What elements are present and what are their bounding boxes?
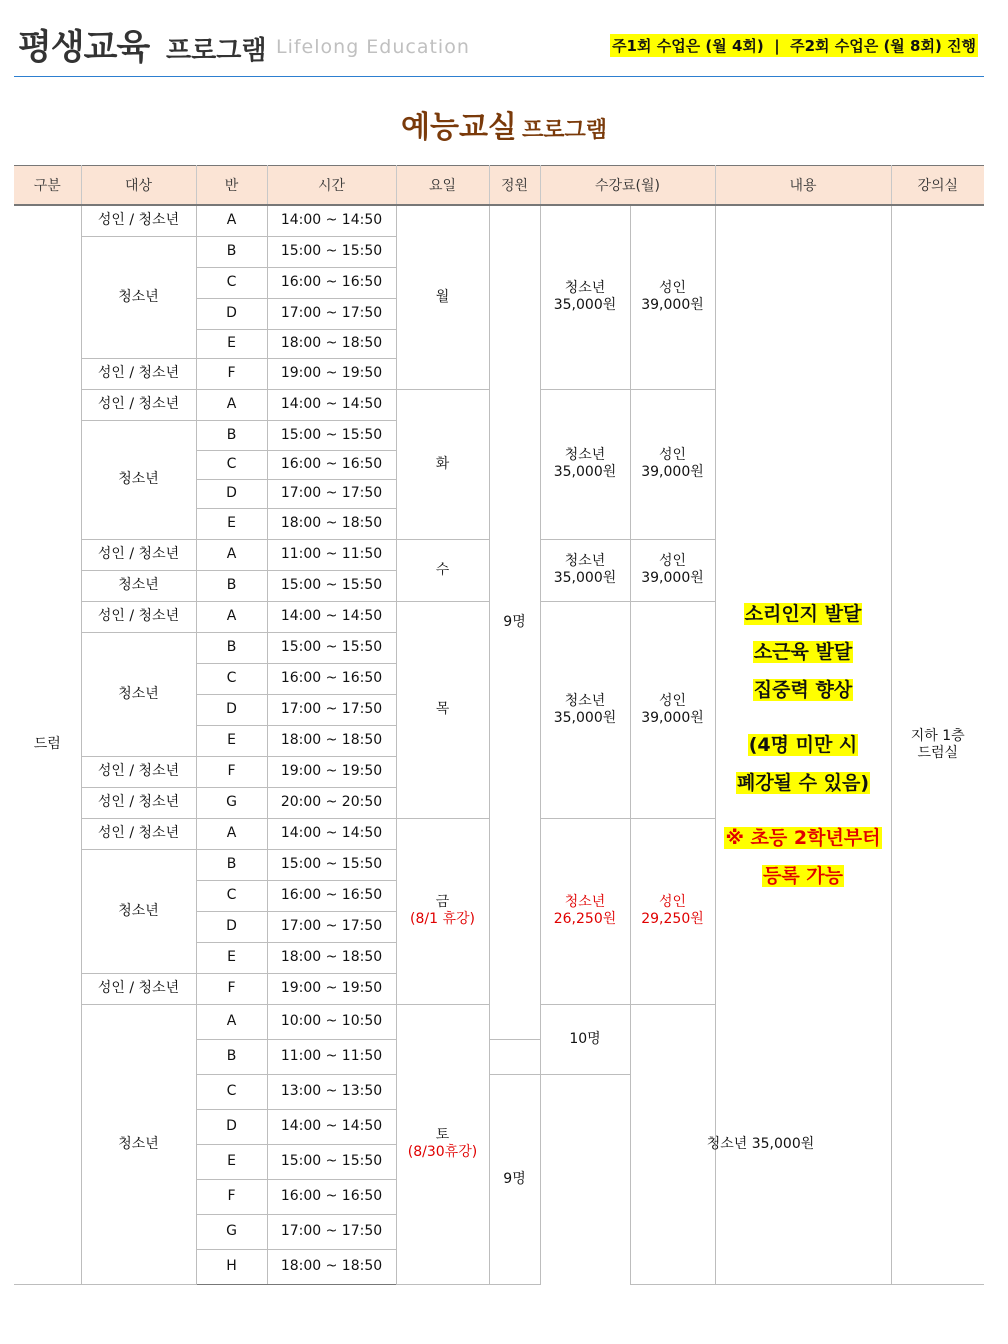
- class-cell: H: [196, 1249, 267, 1284]
- class-cell: D: [196, 694, 267, 725]
- time-cell: 15:00 ~ 15:50: [267, 420, 396, 450]
- time-cell: 14:00 ~ 14:50: [267, 818, 396, 849]
- time-cell: 17:00 ~ 17:50: [267, 298, 396, 329]
- time-cell: 20:00 ~ 20:50: [267, 787, 396, 818]
- time-cell: 15:00 ~ 15:50: [267, 1144, 396, 1179]
- class-cell: D: [196, 1109, 267, 1144]
- target-cell: 성인 / 청소년: [81, 973, 196, 1004]
- class-cell: C: [196, 1074, 267, 1109]
- fee-teen-wed: 청소년 35,000원: [540, 539, 630, 601]
- target-cell: 성인 / 청소년: [81, 358, 196, 389]
- target-cell: 청소년: [81, 236, 196, 358]
- target-cell: 성인 / 청소년: [81, 601, 196, 632]
- fee-teen-fri: 청소년 26,250원: [540, 818, 630, 1004]
- content-line: 소리인지 발달: [744, 602, 862, 625]
- class-cell: F: [196, 756, 267, 787]
- time-cell: 19:00 ~ 19:50: [267, 973, 396, 1004]
- page-header: [14, 14, 984, 77]
- class-cell: E: [196, 1144, 267, 1179]
- time-cell: 14:00 ~ 14:50: [267, 601, 396, 632]
- time-cell: 19:00 ~ 19:50: [267, 756, 396, 787]
- fee-adult-fri: 성인 29,250원: [630, 818, 715, 1004]
- capacity-cell-sat2: 9명: [489, 1074, 540, 1284]
- time-cell: 16:00 ~ 16:50: [267, 450, 396, 479]
- time-cell: 17:00 ~ 17:50: [267, 479, 396, 508]
- col-header-category: 구분: [14, 166, 81, 206]
- content-line: (4명 미만 시: [748, 733, 858, 756]
- class-cell: C: [196, 663, 267, 694]
- capacity-cell-sat1: 10명: [540, 1004, 630, 1074]
- table-header-row: [14, 166, 984, 206]
- day-cell-mon: 월: [396, 205, 489, 389]
- fee-teen-tue: 청소년 35,000원: [540, 389, 630, 539]
- time-cell: 14:00 ~ 14:50: [267, 205, 396, 236]
- class-cell: F: [196, 1179, 267, 1214]
- time-cell: 18:00 ~ 18:50: [267, 1249, 396, 1284]
- class-cell: C: [196, 450, 267, 479]
- capacity-cell: 9명: [489, 205, 540, 1039]
- day-cell-sat: 토 (8/30휴강): [396, 1004, 489, 1284]
- content-line: 등록 가능: [762, 864, 844, 887]
- fee-adult-mon: 성인 39,000원: [630, 205, 715, 389]
- class-cell: C: [196, 267, 267, 298]
- target-cell: 청소년: [81, 632, 196, 756]
- target-cell: 청소년: [81, 1004, 196, 1284]
- class-cell: B: [196, 1039, 267, 1074]
- class-cell: A: [196, 205, 267, 236]
- target-cell: 성인 / 청소년: [81, 205, 196, 236]
- target-cell: 성인 / 청소년: [81, 539, 196, 570]
- fee-teen-thu: 청소년 35,000원: [540, 601, 630, 818]
- fee-adult-wed: 성인 39,000원: [630, 539, 715, 601]
- target-cell: 성인 / 청소년: [81, 389, 196, 420]
- col-header-capacity: 정원: [489, 166, 540, 206]
- page-title: [0, 102, 1008, 146]
- fee-adult-tue: 성인 39,000원: [630, 389, 715, 539]
- fee-adult-thu: 성인 39,000원: [630, 601, 715, 818]
- class-cell: D: [196, 298, 267, 329]
- class-cell: A: [196, 601, 267, 632]
- time-cell: 11:00 ~ 11:50: [267, 1039, 396, 1074]
- target-cell: 성인 / 청소년: [81, 787, 196, 818]
- class-cell: B: [196, 236, 267, 267]
- col-header-room: 강의실: [891, 166, 984, 206]
- day-cell-fri: 금 (8/1 휴강): [396, 818, 489, 1004]
- fee-sat: 청소년 35,000원: [630, 1004, 891, 1284]
- time-cell: 15:00 ~ 15:50: [267, 632, 396, 663]
- day-cell-wed: 수: [396, 539, 489, 601]
- time-cell: 13:00 ~ 13:50: [267, 1074, 396, 1109]
- time-cell: 14:00 ~ 14:50: [267, 389, 396, 420]
- class-cell: A: [196, 818, 267, 849]
- day-cell-tue: 화: [396, 389, 489, 539]
- target-cell: 청소년: [81, 420, 196, 539]
- col-header-fee: 수강료(월): [540, 166, 715, 206]
- time-cell: 17:00 ~ 17:50: [267, 1214, 396, 1249]
- content-line: 소근육 발달: [753, 640, 853, 663]
- time-cell: 14:00 ~ 14:50: [267, 1109, 396, 1144]
- time-cell: 18:00 ~ 18:50: [267, 329, 396, 358]
- time-cell: 15:00 ~ 15:50: [267, 236, 396, 267]
- time-cell: 18:00 ~ 18:50: [267, 725, 396, 756]
- class-cell: C: [196, 880, 267, 911]
- target-cell: 청소년: [81, 849, 196, 973]
- table-row: [14, 205, 984, 236]
- class-cell: B: [196, 849, 267, 880]
- class-cell: B: [196, 420, 267, 450]
- time-cell: 15:00 ~ 15:50: [267, 570, 396, 601]
- page-title-sub: 프로그램: [522, 118, 608, 143]
- brand-subtitle: 프로그램: [166, 36, 267, 66]
- time-cell: 19:00 ~ 19:50: [267, 358, 396, 389]
- sat-holiday-note: (8/30휴강): [407, 1144, 478, 1160]
- col-header-day: 요일: [396, 166, 489, 206]
- target-cell: 성인 / 청소년: [81, 818, 196, 849]
- col-header-target: 대상: [81, 166, 196, 206]
- time-cell: 16:00 ~ 16:50: [267, 267, 396, 298]
- fri-holiday-note: (8/1 휴강): [410, 911, 475, 927]
- col-header-content: 내용: [715, 166, 891, 206]
- time-cell: 18:00 ~ 18:50: [267, 508, 396, 539]
- time-cell: 10:00 ~ 10:50: [267, 1004, 396, 1039]
- time-cell: 11:00 ~ 11:50: [267, 539, 396, 570]
- class-cell: B: [196, 632, 267, 663]
- page-title-main: 예능교실: [400, 110, 517, 145]
- schedule-table: [14, 165, 984, 1285]
- class-cell: A: [196, 539, 267, 570]
- content-line: 집중력 향상: [753, 678, 853, 701]
- session-notice: 주1회 수업은 (월 4회) | 주2회 수업은 (월 8회) 진행: [610, 34, 978, 57]
- room-cell: 지하 1층 드럼실: [891, 205, 984, 1284]
- time-cell: 18:00 ~ 18:50: [267, 942, 396, 973]
- target-cell: 청소년: [81, 570, 196, 601]
- class-cell: A: [196, 1004, 267, 1039]
- time-cell: 16:00 ~ 16:50: [267, 663, 396, 694]
- fee-teen-mon: 청소년 35,000원: [540, 205, 630, 389]
- class-cell: B: [196, 570, 267, 601]
- target-cell: 성인 / 청소년: [81, 756, 196, 787]
- time-cell: 17:00 ~ 17:50: [267, 694, 396, 725]
- brand-english: Lifelong Education: [276, 36, 470, 58]
- class-cell: A: [196, 389, 267, 420]
- time-cell: 17:00 ~ 17:50: [267, 911, 396, 942]
- col-header-time: 시간: [267, 166, 396, 206]
- time-cell: 16:00 ~ 16:50: [267, 1179, 396, 1214]
- class-cell: F: [196, 358, 267, 389]
- class-cell: D: [196, 911, 267, 942]
- brand-title: 평생교육: [18, 28, 150, 68]
- class-cell: F: [196, 973, 267, 1004]
- class-cell: E: [196, 725, 267, 756]
- time-cell: 15:00 ~ 15:50: [267, 849, 396, 880]
- content-line: ※ 초등 2학년부터: [725, 826, 881, 849]
- col-header-class: 반: [196, 166, 267, 206]
- class-cell: E: [196, 329, 267, 358]
- class-cell: E: [196, 942, 267, 973]
- class-cell: G: [196, 787, 267, 818]
- class-cell: D: [196, 479, 267, 508]
- category-cell: 드럼: [14, 205, 81, 1284]
- day-cell-thu: 목: [396, 601, 489, 818]
- class-cell: E: [196, 508, 267, 539]
- time-cell: 16:00 ~ 16:50: [267, 880, 396, 911]
- class-cell: G: [196, 1214, 267, 1249]
- content-line: 폐강될 수 있음): [736, 771, 870, 794]
